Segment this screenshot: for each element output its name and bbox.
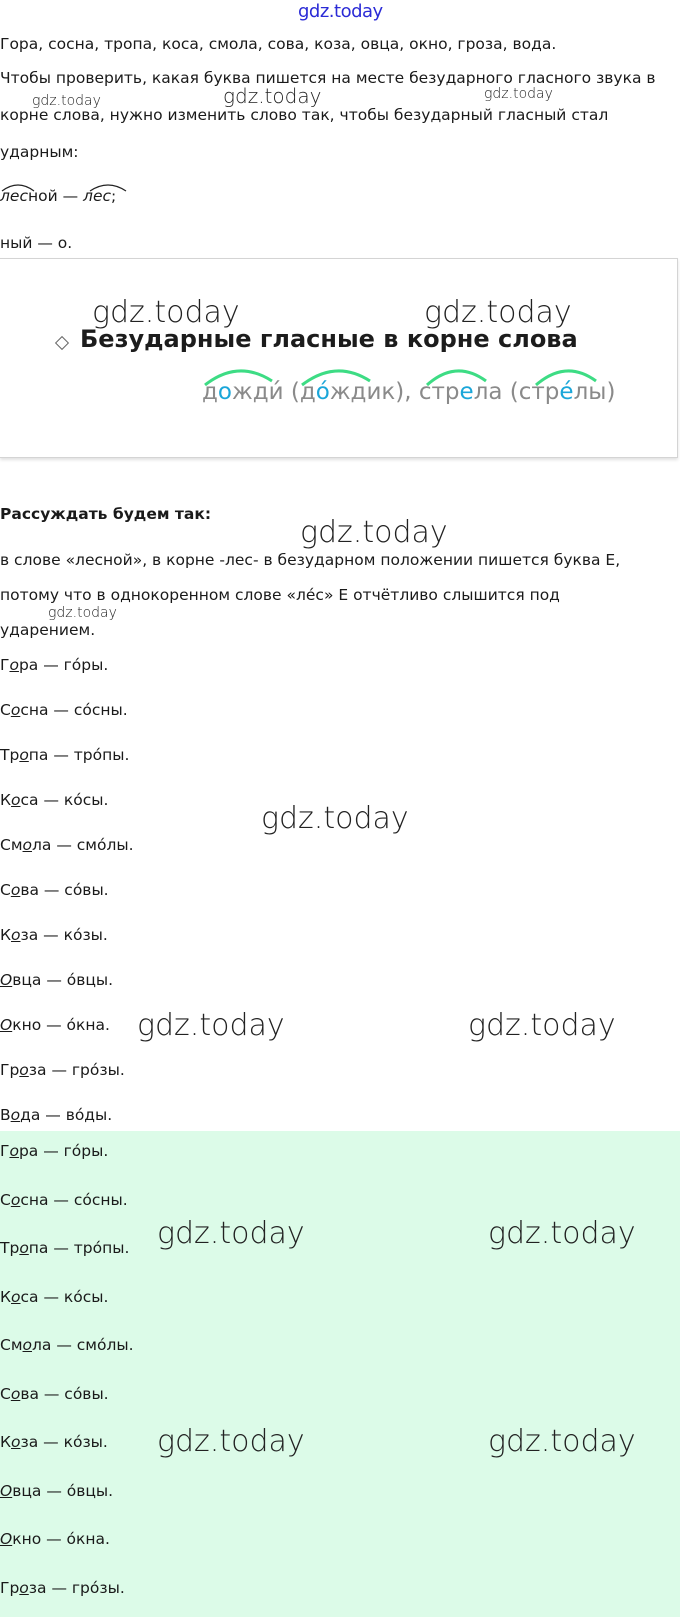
- list-item: Гроза — гро́зы.: [0, 1061, 125, 1079]
- list-item: Овца — о́вцы.: [0, 971, 114, 989]
- list-item: Окно — о́кна.: [0, 1016, 110, 1034]
- watermark: gdz.today: [157, 1216, 305, 1251]
- watermark: gdz.today: [92, 295, 240, 330]
- site-logo[interactable]: gdz.today: [298, 1, 383, 22]
- watermark: gdz.today: [300, 515, 448, 550]
- reason-line-2: потому что в однокоренном слове «ле́с» Е отчётливо слышится под: [0, 586, 560, 604]
- les-end: ;: [111, 187, 117, 205]
- watermark: gdz.today: [261, 801, 409, 836]
- list-item: Гора — го́ры.: [0, 656, 109, 674]
- stress-arcs-icon: [0, 259, 677, 457]
- list-item: Гроза — гро́зы.: [0, 1578, 125, 1597]
- les-suffix: ной: [27, 187, 58, 205]
- reason-title: Рассуждать будем так:: [0, 505, 212, 523]
- list-item: Сосна — со́сны.: [0, 1190, 128, 1209]
- list-item: Смола — смо́лы.: [0, 1336, 134, 1354]
- list-item: Сова — со́вы.: [0, 1384, 109, 1403]
- watermark: gdz.today: [48, 605, 117, 621]
- rule-line-3: ударным:: [0, 143, 79, 161]
- list-item: Овца — о́вцы.: [0, 1481, 114, 1500]
- watermark: gdz.today: [484, 86, 553, 102]
- list-item: Окно — о́кна.: [0, 1530, 110, 1548]
- root-arc-icon: [0, 179, 140, 193]
- card-title: Безударные гласные в корне слова: [80, 325, 578, 353]
- watermark: gdz.today: [137, 1008, 285, 1043]
- reason-line-3: ударением.: [0, 621, 96, 639]
- les-example: [0, 187, 116, 205]
- watermark: gdz.today: [424, 295, 572, 330]
- ending-line: ный — о.: [0, 234, 73, 252]
- list-item: Коза — ко́зы.: [0, 1433, 108, 1451]
- watermark: gdz.today: [488, 1424, 636, 1459]
- les-dash: —: [62, 187, 79, 205]
- les-root: лес: [0, 187, 28, 205]
- watermark: gdz.today: [157, 1424, 305, 1459]
- list-item: Тропа — тро́пы.: [0, 1239, 130, 1257]
- list-item: Смола — смо́лы.: [0, 836, 134, 854]
- rule-card: [0, 258, 678, 458]
- watermark: gdz.today: [468, 1008, 616, 1043]
- rule-line-2: корне слова, нужно изменить слово так, чтобы безударный гласный стал: [0, 106, 609, 124]
- list-item: Сосна — со́сны.: [0, 701, 128, 719]
- list-item: Вода — во́ды.: [0, 1106, 113, 1124]
- watermark: gdz.today: [32, 93, 101, 109]
- list-item: Коса — ко́сы.: [0, 1287, 109, 1306]
- list-item: Сова — со́вы.: [0, 881, 109, 899]
- card-example: дожди́ (до́ждик), стрела (стре́лы): [202, 379, 616, 405]
- watermark: gdz.today: [223, 84, 322, 108]
- list-item: Коса — ко́сы.: [0, 791, 109, 809]
- watermark: gdz.today: [488, 1216, 636, 1251]
- reason-line-1: в слове «лесной», в корне -лес- в безударном положении пишется буква Е,: [0, 551, 621, 569]
- task-words: Гора, сосна, тропа, коса, смола, сова, коза, овца, окно, гроза, вода.: [0, 35, 557, 53]
- list-item: Гора — го́ры.: [0, 1142, 109, 1160]
- les-word: лес: [83, 187, 112, 205]
- rule-line-1: Чтобы проверить, какая буква пишется на месте безударного гласного звука в: [0, 69, 656, 87]
- list-item: Тропа — тро́пы.: [0, 746, 130, 764]
- list-item: Коза — ко́зы.: [0, 926, 108, 944]
